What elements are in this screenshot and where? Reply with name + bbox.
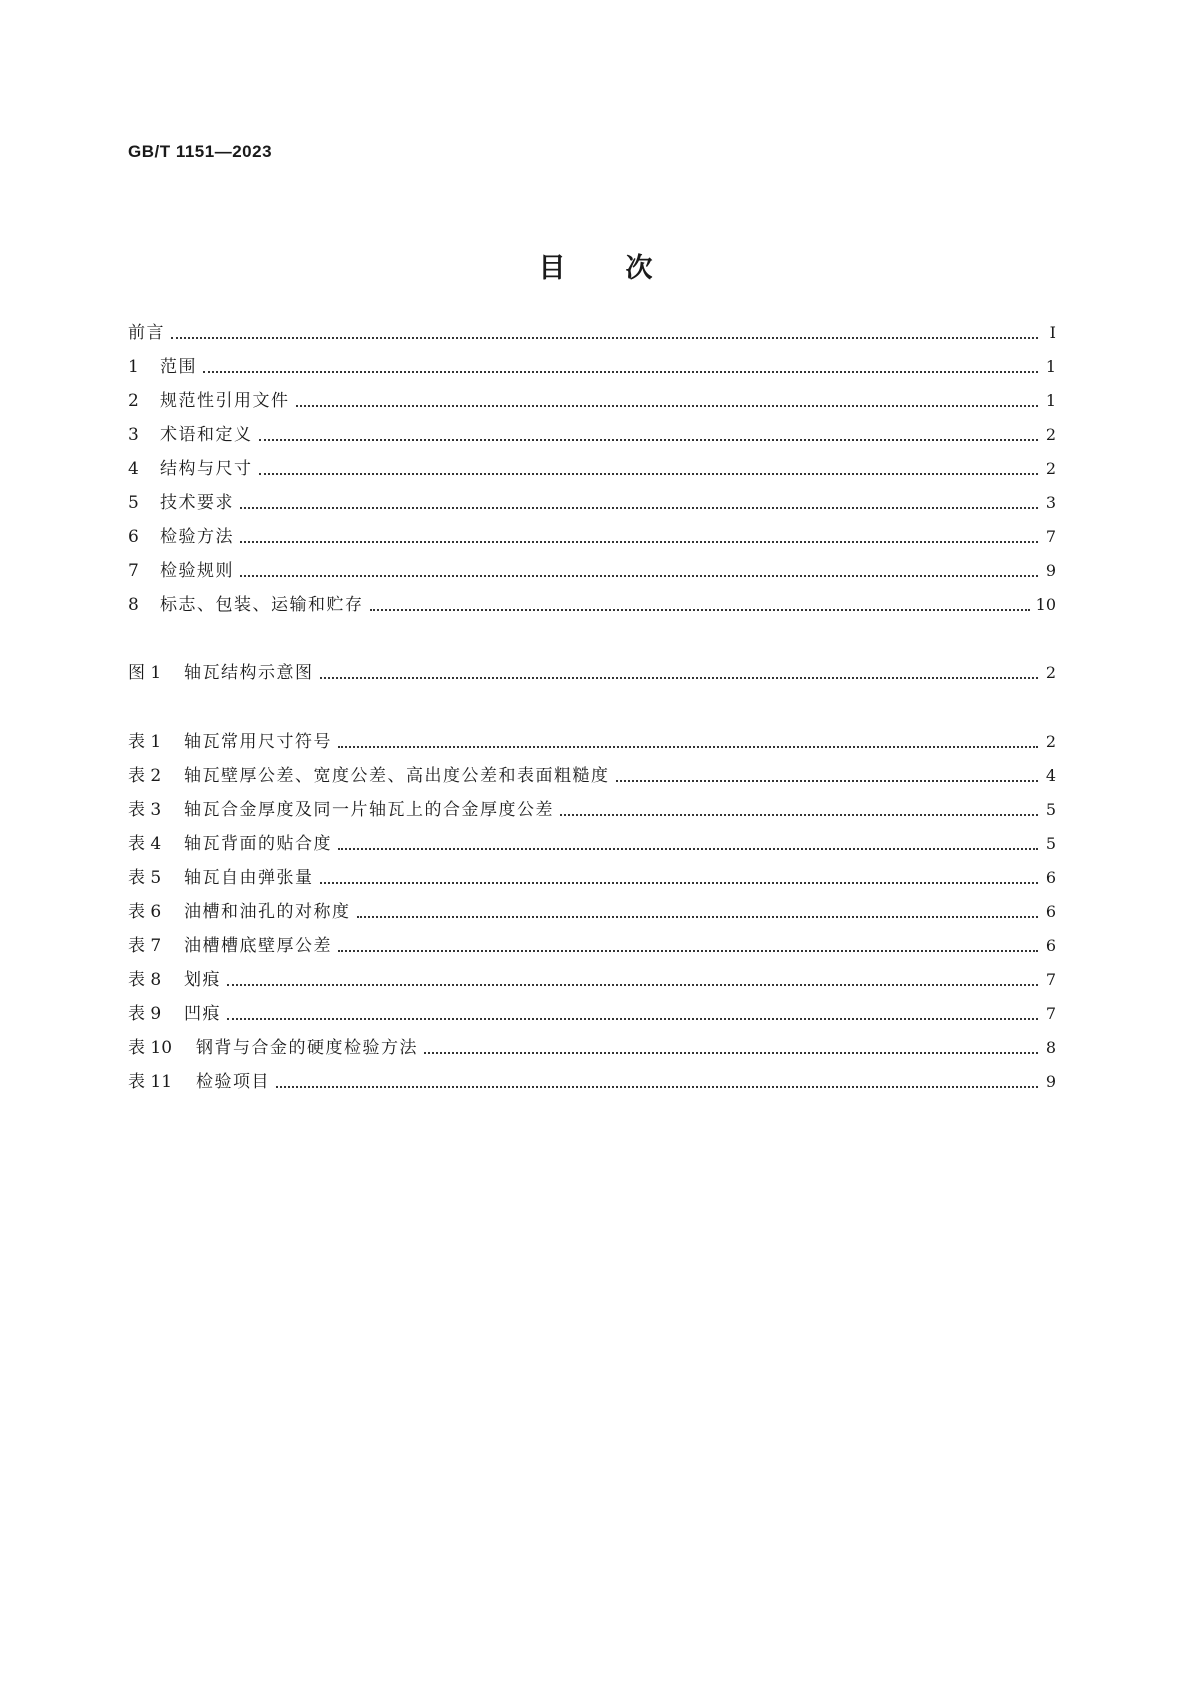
toc-entry-label: 油槽槽底壁厚公差 (184, 936, 332, 956)
toc-entry-section-3[interactable] (128, 422, 1056, 448)
toc-entry-page: 2 (1045, 425, 1056, 444)
toc-entry-label: 结构与尺寸 (160, 459, 253, 479)
toc-entry-table-2[interactable] (128, 763, 1056, 789)
toc-entry-section-4[interactable] (128, 456, 1056, 482)
dot-leader (240, 558, 1038, 584)
toc-entry-table-5[interactable] (128, 865, 1056, 891)
dot-leader (560, 797, 1038, 823)
toc-entry-number: 5 (128, 493, 139, 513)
toc-entry-page: 2 (1045, 663, 1056, 682)
dot-leader (203, 354, 1038, 380)
toc-entry-page: 6 (1045, 936, 1056, 955)
toc-entry-section-5[interactable] (128, 490, 1056, 516)
toc-entry-page: 3 (1045, 493, 1056, 512)
toc-entry-page: 8 (1045, 1038, 1056, 1057)
toc-entry-number: 6 (128, 527, 139, 547)
toc-entry-page: 5 (1045, 800, 1056, 819)
dot-leader (227, 967, 1038, 993)
toc-entry-section-2[interactable] (128, 388, 1056, 414)
toc-entry-number: 3 (128, 425, 139, 445)
toc-entry-label: 标志、包装、运输和贮存 (160, 595, 364, 615)
toc-entry-number: 表 3 (128, 800, 162, 820)
toc-entry-table-10[interactable] (128, 1035, 1056, 1061)
toc-entry-label: 规范性引用文件 (160, 391, 290, 411)
toc-entry-page: 6 (1045, 902, 1056, 921)
toc-entry-table-4[interactable] (128, 831, 1056, 857)
dot-leader (276, 1069, 1038, 1095)
toc-entry-number: 8 (128, 595, 139, 615)
toc-entry-label: 检验方法 (160, 527, 234, 547)
toc-entry-page: 6 (1045, 868, 1056, 887)
toc-entry-label: 前言 (128, 323, 165, 343)
toc-entry-page: 7 (1045, 970, 1056, 989)
dot-leader (240, 524, 1038, 550)
toc-entry-label: 轴瓦背面的贴合度 (184, 834, 332, 854)
toc-entry-label: 油槽和油孔的对称度 (184, 902, 351, 922)
toc-entry-number: 表 2 (128, 766, 162, 786)
toc-entry-label: 轴瓦常用尺寸符号 (184, 732, 332, 752)
toc-entry-number: 表 8 (128, 970, 162, 990)
toc-entry-preface[interactable] (128, 320, 1056, 346)
toc-entry-number: 表 1 (128, 732, 162, 752)
toc-entry-label: 轴瓦自由弹张量 (184, 868, 314, 888)
toc-entry-page: 2 (1045, 459, 1056, 478)
toc-entry-label: 技术要求 (160, 493, 234, 513)
dot-leader (227, 1001, 1038, 1027)
toc-entry-page: 9 (1045, 1072, 1056, 1091)
toc-entry-label: 划痕 (184, 970, 221, 990)
toc-entry-table-1[interactable] (128, 729, 1056, 755)
toc-entry-page: 5 (1045, 834, 1056, 853)
toc-entry-figure-1[interactable] (128, 660, 1056, 686)
toc-entry-table-7[interactable] (128, 933, 1056, 959)
toc-entry-page: 10 (1035, 595, 1056, 614)
toc-entry-number: 表 7 (128, 936, 162, 956)
toc-entry-number: 4 (128, 459, 139, 479)
toc-entry-number: 表 10 (128, 1038, 173, 1058)
dot-leader (338, 831, 1038, 857)
toc-entry-number: 表 6 (128, 902, 162, 922)
toc-entry-label: 轴瓦合金厚度及同一片轴瓦上的合金厚度公差 (184, 800, 554, 820)
toc-entry-page: 1 (1045, 391, 1056, 410)
toc-entry-number: 表 11 (128, 1072, 173, 1092)
toc-entry-page: 1 (1045, 357, 1056, 376)
toc-entry-table-11[interactable] (128, 1069, 1056, 1095)
toc-entry-label: 范围 (160, 357, 197, 377)
toc-entry-number: 2 (128, 391, 139, 411)
toc-entry-number: 表 5 (128, 868, 162, 888)
dot-leader (320, 660, 1039, 686)
dot-leader (171, 320, 1038, 346)
toc-entry-number: 表 9 (128, 1004, 162, 1024)
dot-leader (259, 456, 1039, 482)
dot-leader (424, 1035, 1038, 1061)
toc-entry-label: 检验规则 (160, 561, 234, 581)
toc-entry-table-8[interactable] (128, 967, 1056, 993)
toc-entry-number: 表 4 (128, 834, 162, 854)
dot-leader (616, 763, 1039, 789)
toc-entry-label: 轴瓦壁厚公差、宽度公差、高出度公差和表面粗糙度 (184, 766, 610, 786)
toc-entry-label: 术语和定义 (160, 425, 253, 445)
toc-entry-table-9[interactable] (128, 1001, 1056, 1027)
toc-entry-section-8[interactable] (128, 592, 1056, 618)
toc-entry-section-6[interactable] (128, 524, 1056, 550)
toc-entry-number: 1 (128, 357, 139, 377)
toc-entry-number: 图 1 (128, 663, 162, 683)
toc-entry-label: 轴瓦结构示意图 (184, 663, 314, 683)
document-code: GB/T 1151—2023 (128, 142, 273, 161)
dot-leader (338, 933, 1038, 959)
toc-entry-page: Ⅰ (1049, 323, 1056, 342)
dot-leader (240, 490, 1038, 516)
dot-leader (370, 592, 1030, 618)
toc-entry-section-1[interactable] (128, 354, 1056, 380)
toc-entry-section-7[interactable] (128, 558, 1056, 584)
toc-entry-label: 检验项目 (196, 1072, 270, 1092)
toc-entry-page: 2 (1045, 732, 1056, 751)
toc-entry-page: 4 (1045, 766, 1056, 785)
toc-entry-page: 9 (1045, 561, 1056, 580)
dot-leader (338, 729, 1038, 755)
toc-entry-table-3[interactable] (128, 797, 1056, 823)
dot-leader (296, 388, 1039, 414)
toc-entry-page: 7 (1045, 527, 1056, 546)
toc-entry-label: 凹痕 (184, 1004, 221, 1024)
page-title: 目次 (538, 253, 713, 284)
dot-leader (320, 865, 1039, 891)
toc-entry-table-6[interactable] (128, 899, 1056, 925)
dot-leader (259, 422, 1039, 448)
toc-entry-page: 7 (1045, 1004, 1056, 1023)
toc-entry-label: 钢背与合金的硬度检验方法 (196, 1038, 418, 1058)
toc-entry-number: 7 (128, 561, 139, 581)
dot-leader (357, 899, 1039, 925)
